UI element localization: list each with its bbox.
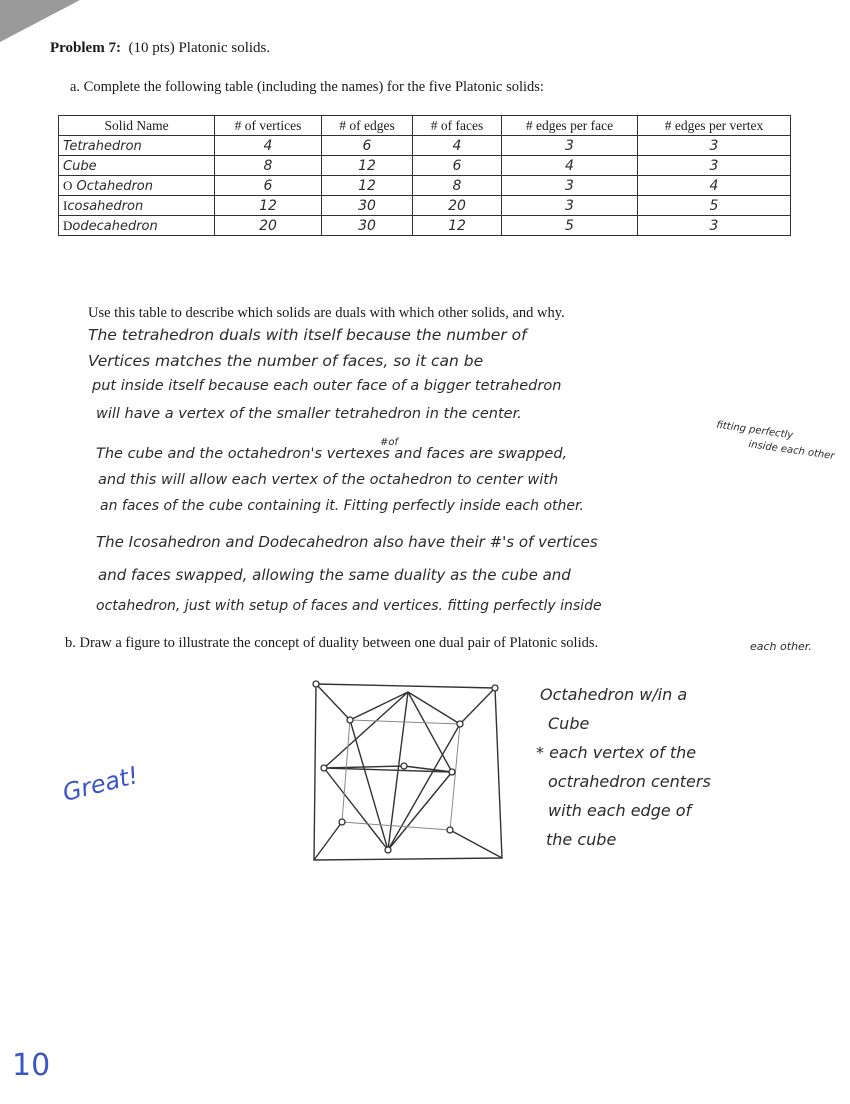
answer-line: The tetrahedron duals with itself because the number of bbox=[88, 326, 527, 344]
edges-per-vertex-cell: 3 bbox=[638, 216, 791, 236]
caption-line: Octahedron w/in a bbox=[540, 685, 688, 704]
name-prefix: I bbox=[63, 197, 68, 213]
vertex-dot bbox=[385, 847, 391, 853]
table-row bbox=[59, 216, 791, 236]
edges-cell: 30 bbox=[322, 216, 413, 236]
name-prefix: D bbox=[63, 217, 73, 233]
edges-cell: 30 bbox=[322, 196, 413, 216]
margin-note-number-of: #of bbox=[380, 437, 399, 448]
edges-cell: 12 bbox=[322, 156, 413, 176]
faces-cell: 12 bbox=[413, 216, 502, 236]
vertex-dot bbox=[492, 685, 498, 691]
edges-per-vertex-cell: 3 bbox=[638, 136, 791, 156]
solid-name: Tetrahedron bbox=[63, 138, 142, 154]
problem-heading bbox=[50, 40, 270, 57]
margin-note-inside: inside each other bbox=[747, 439, 836, 462]
problem-number: Problem 7: bbox=[50, 40, 121, 56]
edges-per-face-cell: 4 bbox=[502, 156, 638, 176]
faces-cell: 20 bbox=[413, 196, 502, 216]
octahedron-edges bbox=[324, 692, 460, 850]
problem-points: (10 pts) Platonic solids. bbox=[128, 40, 271, 56]
solid-name-cell bbox=[59, 196, 215, 216]
solid-name: Cube bbox=[63, 158, 97, 174]
vertex-dot bbox=[401, 763, 407, 769]
answer-line: octahedron, just with setup of faces and vertices. fitting perfectly inside bbox=[96, 598, 602, 614]
vertex-dot bbox=[347, 717, 353, 723]
faces-cell: 6 bbox=[413, 156, 502, 176]
header-edges-per-face: # edges per face bbox=[502, 116, 638, 136]
answer-line: and faces swapped, allowing the same duality as the cube and bbox=[98, 566, 571, 584]
answer-line: and this will allow each vertex of the octahedron to center with bbox=[98, 472, 559, 488]
dual-prompt: Use this table to describe which solids are duals with which other solids, and why. bbox=[88, 305, 565, 321]
solid-name-cell bbox=[59, 156, 215, 176]
vertices-cell: 6 bbox=[215, 176, 322, 196]
solid-name-cell bbox=[59, 176, 215, 196]
answer-line: will have a vertex of the smaller tetrahedron in the center. bbox=[96, 406, 522, 422]
edges-per-face-cell: 5 bbox=[502, 216, 638, 236]
table-row bbox=[59, 136, 791, 156]
cube-edge-left bbox=[314, 684, 502, 860]
caption-line: the cube bbox=[546, 830, 617, 849]
table-header-row bbox=[59, 116, 791, 136]
vertices-cell: 8 bbox=[215, 156, 322, 176]
vertex-dot bbox=[321, 765, 327, 771]
edges-per-vertex-cell: 4 bbox=[638, 176, 791, 196]
margin-note-fitting: fitting perfectly bbox=[715, 419, 794, 442]
solid-name: odecahedron bbox=[72, 218, 158, 234]
table-row bbox=[59, 156, 791, 176]
margin-note-each-other: each other. bbox=[750, 640, 812, 653]
grader-score: 10 bbox=[12, 1048, 51, 1083]
table-row bbox=[59, 176, 791, 196]
platonic-solids-table bbox=[58, 115, 791, 236]
solid-name-cell bbox=[59, 216, 215, 236]
name-prefix: O bbox=[63, 177, 73, 193]
vertex-dot bbox=[447, 827, 453, 833]
answer-line: put inside itself because each outer face of a bigger tetrahedron bbox=[92, 378, 562, 394]
edges-cell: 12 bbox=[322, 176, 413, 196]
vertex-dot bbox=[457, 721, 463, 727]
caption-line: Cube bbox=[548, 714, 590, 733]
caption-line: with each edge of bbox=[548, 801, 692, 820]
answer-line: The cube and the octahedron's vertexes and faces are swapped, bbox=[96, 446, 568, 462]
caption-line: * each vertex of the bbox=[536, 743, 697, 762]
vertices-cell: 12 bbox=[215, 196, 322, 216]
header-solid-name: Solid Name bbox=[59, 116, 215, 136]
solid-name-cell bbox=[59, 136, 215, 156]
answer-line: Vertices matches the number of faces, so it can be bbox=[88, 352, 484, 370]
edges-cell: 6 bbox=[322, 136, 413, 156]
edges-per-face-cell: 3 bbox=[502, 196, 638, 216]
edges-per-face-cell: 3 bbox=[502, 176, 638, 196]
faces-cell: 4 bbox=[413, 136, 502, 156]
faces-cell: 8 bbox=[413, 176, 502, 196]
vertices-cell: 20 bbox=[215, 216, 322, 236]
solid-name: Octahedron bbox=[76, 178, 154, 194]
vertex-dot bbox=[313, 681, 319, 687]
header-edges: # of edges bbox=[322, 116, 413, 136]
part-a-prompt: a. Complete the following table (including the names) for the five Platonic solids: bbox=[70, 79, 544, 95]
solid-name: cosahedron bbox=[67, 198, 144, 214]
header-vertices: # of vertices bbox=[215, 116, 322, 136]
answer-line: The Icosahedron and Dodecahedron also have their #'s of vertices bbox=[96, 533, 598, 551]
grader-comment: Great! bbox=[59, 761, 142, 807]
part-b-prompt: b. Draw a figure to illustrate the concept of duality between one dual pair of Platonic solids. bbox=[65, 635, 599, 651]
edges-per-vertex-cell: 5 bbox=[638, 196, 791, 216]
header-edges-per-vertex: # edges per vertex bbox=[638, 116, 791, 136]
answer-line: an faces of the cube containing it. Fitting perfectly inside each other. bbox=[100, 498, 584, 514]
edges-per-vertex-cell: 3 bbox=[638, 156, 791, 176]
table-row bbox=[59, 196, 791, 216]
vertices-cell: 4 bbox=[215, 136, 322, 156]
vertex-dot bbox=[339, 819, 345, 825]
caption-line: octrahedron centers bbox=[548, 772, 711, 791]
vertex-dot bbox=[449, 769, 455, 775]
header-faces: # of faces bbox=[413, 116, 502, 136]
cube-octahedron-dual-sketch bbox=[290, 670, 520, 870]
scan-corner-shadow bbox=[0, 0, 80, 42]
edges-per-face-cell: 3 bbox=[502, 136, 638, 156]
